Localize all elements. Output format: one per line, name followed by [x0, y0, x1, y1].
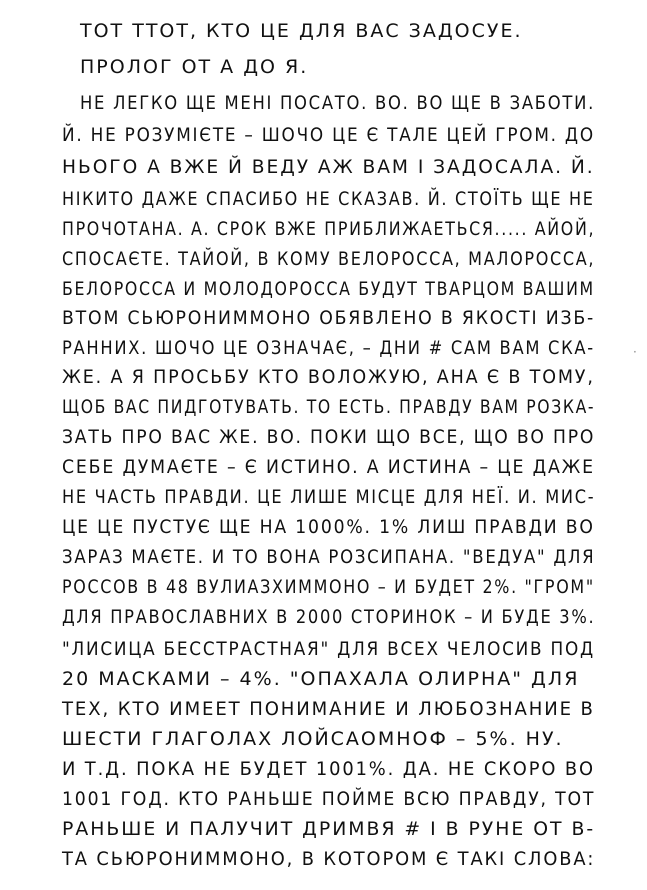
body-line: РАНЬШЕ И ПАЛУЧИТ ДРИМВЯ # I В РУНЕ ОТ В- [62, 818, 596, 840]
body-line: И Т.Д. ПОКА НЕ БУДЕТ 1001%. ДА. НЕ СКОРО ВО [62, 758, 595, 780]
body-line: НІКИТО ДАЖЕ СПАСИБО НЕ СКАЗАВ. Й. СТОЇТЬ ЩЕ НЕ [62, 188, 595, 210]
body-line: СПОСАЄТЕ. ТАЙОЙ, В КОМУ ВЕЛОРОССА, МАЛОРОССА, [62, 248, 596, 270]
body-line: ВТОМ СЬЮРОНИММОНО ОБЯВЛЕНО В ЯКОСТІ ИЗБ- [62, 307, 596, 329]
body-line: ТА СЬЮРОНИММОНО, В КОТОРОМ Є ТАКІ СЛОВА: [62, 848, 596, 870]
body-line: 1001 ГОД. КТО РАНЬШЕ ПОЙМЕ ВСЮ ПРАВДУ, ТОТ [62, 788, 596, 810]
body-line: 20 МАСКАМИ – 4%. "ОПАХАЛА ОЛИРНА" ДЛЯ [62, 668, 580, 690]
body-line: ЦЕ ЦЕ ПУСТУЄ ЩЕ НА 1000%. 1% ЛИШ ПРАВДИ ВО [62, 516, 595, 538]
body-line: ЗАРАЗ МАЄТЕ. И ТО ВОНА РОЗСИПАНА. "ВЕДУА" ДЛЯ [62, 546, 596, 568]
body-line: Й. НЕ РОЗУМІЄТЕ – ШОЧО ЦЕ Є ТАЛЕ ЦЕЙ ГРОМ. ДО [62, 124, 595, 146]
body-line: ДЛЯ ПРАВОСЛАВНИХ В 2000 СТОРИНОК – И БУДЕ 3%. [62, 606, 596, 628]
body-line: ЗАТЬ ПРО ВАС ЖЕ. ВО. ПОКИ ЩО ВСЕ, ЩО ВО ПРО [62, 426, 596, 448]
header-line-1: ТОТ ТТОТ, КТО ЦЕ ДЛЯ ВАС ЗАДОСУЕ. [80, 20, 523, 42]
body-line: РОССОВ В 48 ВУЛИАЗХИММОНО – И БУДЕТ 2%. "ГРОМ" [62, 576, 595, 598]
body-line: ШЕСТИ ГЛАГОЛАХ ЛОЙСАОМНОФ – 5%. НУ. [62, 728, 564, 750]
body-line: НЕ ЛЕГКО ЩЕ МЕНІ ПОСАТО. ВО. ВО ЩЕ В ЗАБОТИ. [80, 92, 596, 114]
body-line: НЕ ЧАСТЬ ПРАВДИ. ЦЕ ЛИШЕ МІСЦЕ ДЛЯ НЕЇ. И. МИС- [62, 486, 596, 508]
body-line: ЖЕ. А Я ПРОСЬБУ КТО ВОЛОЖУЮ, АНА Є В ТОМУ, [62, 366, 595, 388]
body-line: "ЛИСИЦА БЕССТРАСТНАЯ" ДЛЯ ВСЕХ ЧЕЛОСИВ ПОД [62, 638, 595, 660]
body-line: РАННИХ. ШОЧО ЦЕ ОЗНАЧАЄ, – ДНИ # САМ ВАМ СКА- [62, 337, 595, 359]
body-line: НЬОГО А ВЖЕ Й ВЕДУ АЖ ВАМ І ЗАДОСАЛА. Й. [62, 156, 595, 178]
body-line: СЕБЕ ДУМАЄТЕ – Є ИСТИНО. А ИСТИНА – ЦЕ ДАЖЕ [62, 456, 595, 478]
body-line: ТЕХ, КТО ИМЕЕТ ПОНИМАНИЕ И ЛЮБОЗНАНИЕ В [62, 698, 595, 720]
body-line: БЕЛОРОССА И МОЛОДОРОССА БУДУТ ТВАРЦОМ ВАШИМ [62, 278, 595, 300]
body-line: ЩОБ ВАС ПИДГОТУВАТЬ. ТО ЕСТЬ. ПРАВДУ ВАМ РОЗКА- [62, 396, 596, 418]
body-line: ПРОЧОТАНА. А. СРОК ВЖЕ ПРИБЛИЖАЕТЬСЯ..... АЙОЙ, [62, 218, 596, 240]
header-line-2: ПРОЛОГ ОТ А ДО Я. [80, 56, 309, 78]
margin-speck: · [633, 345, 637, 359]
